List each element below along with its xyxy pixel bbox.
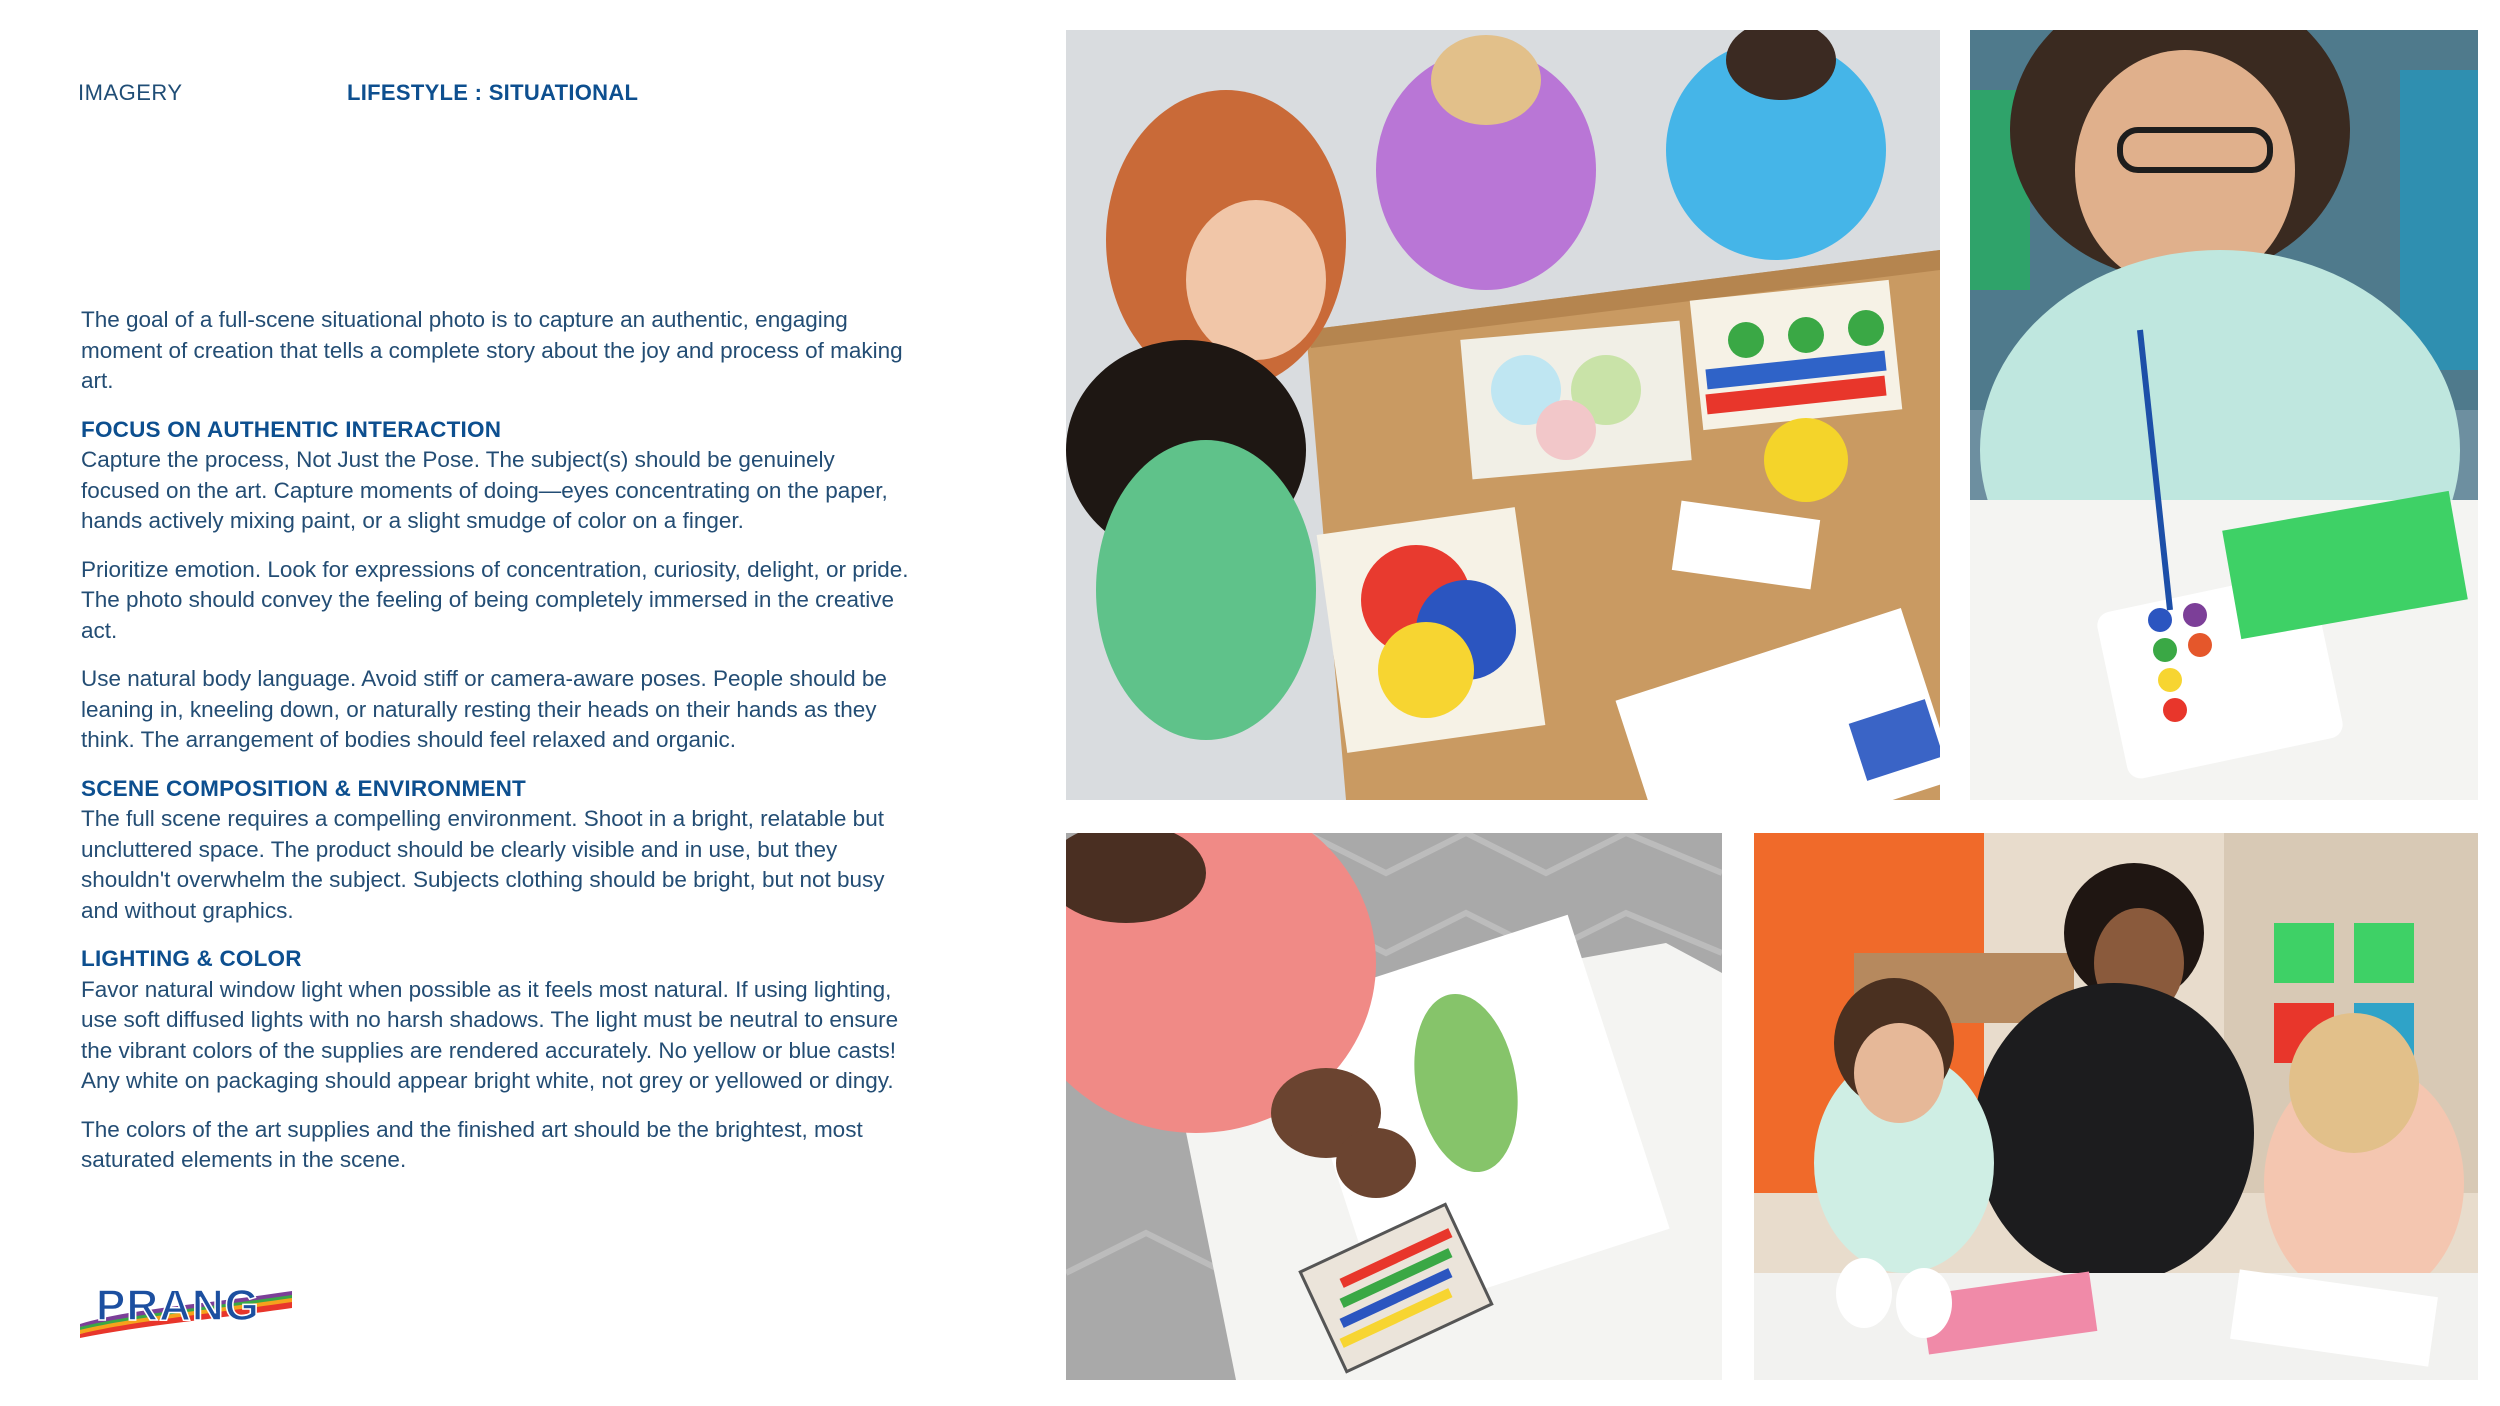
body-copy	[81, 305, 911, 1194]
section-heading: SCENE COMPOSITION & ENVIRONMENT	[81, 775, 526, 801]
section-heading: LIGHTING & COLOR	[81, 946, 302, 971]
section-authentic-interaction	[81, 415, 911, 756]
prang-logo	[78, 1278, 298, 1338]
section-paragraph: Use natural body language. Avoid stiff or camera-aware poses. People should be leaning in, kneeling down, or naturally resting their heads on their hands as they think. The arrangement of bodies should feel relaxed and organic.	[81, 666, 887, 752]
section-label: IMAGERY	[78, 80, 183, 105]
section-paragraph: The full scene requires a compelling environment. Shoot in a bright, relatable but uncluttered space. The product should be clearly visible and in use, but they shouldn't overwhelm the subject. Subjects clothing should be bright, but not busy and without graphics.	[81, 806, 885, 923]
section-paragraph: The colors of the art supplies and the finished art should be the brightest, most saturated elements in the scene.	[81, 1116, 863, 1172]
photo-teacher-students	[1754, 833, 2478, 1380]
photo-group-art-table	[1066, 30, 1940, 800]
section-scene-composition	[81, 774, 911, 927]
section-paragraph: Favor natural window light when possible as it feels most natural. If using lighting, use soft diffused lights with no harsh shadows. The light must be neutral to ensure the vibrant colors of the supplies are rendered accurately. No yellow or blue casts! Any white on packaging should appear bright white, not grey or yellowed or dingy.	[81, 976, 899, 1093]
photo-child-drawing	[1066, 833, 1722, 1380]
section-paragraph: Prioritize emotion. Look for expressions of concentration, curiosity, delight, or pride. The photo should convey the feeling of being completely immersed in the creative act.	[81, 556, 909, 643]
section-heading: FOCUS ON AUTHENTIC INTERACTION	[81, 416, 502, 442]
section-paragraph: Capture the process, Not Just the Pose. The subject(s) should be genuinely focused on the art. Capture moments of doing—eyes concentrating on the paper, hands actively mixing paint, or a slight smudge of color on a finger.	[81, 447, 888, 533]
section-lighting-color	[81, 944, 911, 1176]
logo-text: PRANG	[96, 1281, 260, 1330]
photo-girl-painting	[1970, 30, 2478, 800]
subsection-title: LIFESTYLE : SITUATIONAL	[347, 80, 639, 105]
intro-paragraph: The goal of a full-scene situational photo is to capture an authentic, engaging moment of creation that tells a complete story about the joy and process of making art.	[81, 307, 903, 393]
